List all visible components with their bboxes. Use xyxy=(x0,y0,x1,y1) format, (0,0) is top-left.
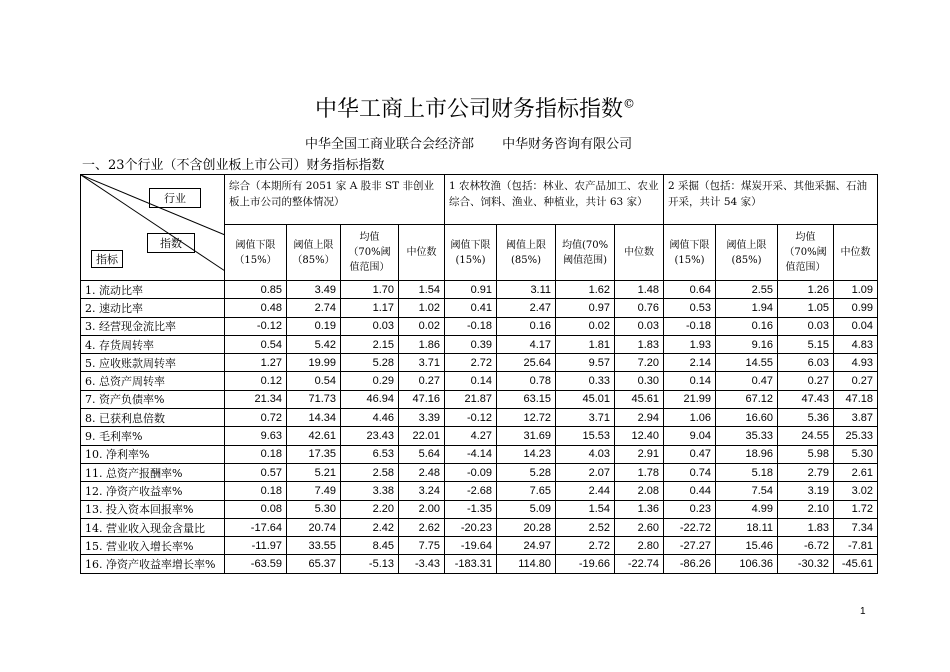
subtitle-org-2: 中华财务咨询有限公司 xyxy=(502,137,633,152)
corner-label-indicator: 指标 xyxy=(91,250,123,268)
value-cell: 0.44 xyxy=(664,482,716,500)
value-cell: 18.96 xyxy=(716,445,778,463)
value-cell: 1.48 xyxy=(615,281,664,299)
value-cell: 67.12 xyxy=(716,390,778,408)
value-cell: 7.65 xyxy=(497,482,556,500)
value-cell: -4.14 xyxy=(445,445,497,463)
value-cell: 45.61 xyxy=(615,390,664,408)
value-cell: 7.49 xyxy=(287,482,341,500)
value-cell: 2.07 xyxy=(556,463,615,481)
value-cell: -17.64 xyxy=(225,518,287,536)
indicator-label: 13. 投入资本回报率% xyxy=(81,500,225,518)
indicator-label: 3. 经营现金流比率 xyxy=(81,317,225,335)
table-row xyxy=(81,299,878,317)
value-cell: 2.10 xyxy=(778,500,834,518)
value-cell: 6.53 xyxy=(341,445,399,463)
value-cell: -5.13 xyxy=(341,555,399,573)
value-cell: 5.28 xyxy=(341,354,399,372)
value-cell: 1.09 xyxy=(834,281,878,299)
value-cell: 33.55 xyxy=(287,537,341,555)
value-cell: 0.03 xyxy=(615,317,664,335)
value-cell: 18.11 xyxy=(716,518,778,536)
value-cell: 4.83 xyxy=(834,335,878,353)
value-cell: 2.61 xyxy=(834,463,878,481)
corner-label-industry: 行业 xyxy=(149,188,201,208)
value-cell: 5.28 xyxy=(497,463,556,481)
value-cell: 0.54 xyxy=(287,372,341,390)
indicator-label: 9. 毛利率% xyxy=(81,427,225,445)
value-cell: 0.27 xyxy=(399,372,445,390)
value-cell: 46.94 xyxy=(341,390,399,408)
value-cell: 0.14 xyxy=(445,372,497,390)
value-cell: 1.83 xyxy=(778,518,834,536)
value-cell: -22.74 xyxy=(615,555,664,573)
table-row xyxy=(81,390,878,408)
value-cell: -0.18 xyxy=(445,317,497,335)
value-cell: 5.15 xyxy=(778,335,834,353)
value-cell: 0.72 xyxy=(225,409,287,427)
value-cell: 6.03 xyxy=(778,354,834,372)
indicator-label: 15. 营业收入增长率% xyxy=(81,537,225,555)
value-cell: -22.72 xyxy=(664,518,716,536)
value-cell: 2.55 xyxy=(716,281,778,299)
value-cell: 14.23 xyxy=(497,445,556,463)
value-cell: 4.03 xyxy=(556,445,615,463)
value-cell: 1.36 xyxy=(615,500,664,518)
value-cell: 1.17 xyxy=(341,299,399,317)
value-cell: 2.94 xyxy=(615,409,664,427)
value-cell: -19.66 xyxy=(556,555,615,573)
value-cell: 2.58 xyxy=(341,463,399,481)
value-cell: 0.47 xyxy=(716,372,778,390)
indicator-label: 8. 已获利息倍数 xyxy=(81,409,225,427)
value-cell: 3.71 xyxy=(556,409,615,427)
subheader-median: 中位数 xyxy=(834,225,878,281)
value-cell: 0.18 xyxy=(225,445,287,463)
value-cell: 0.99 xyxy=(834,299,878,317)
subheader-median: 中位数 xyxy=(399,225,445,281)
value-cell: 0.16 xyxy=(497,317,556,335)
indicator-label: 5. 应收账款周转率 xyxy=(81,354,225,372)
indicator-label: 7. 资产负债率% xyxy=(81,390,225,408)
group-header-composite: 综合（本期所有 2051 家 A 股非 ST 非创业板上市公司的整体情况） xyxy=(225,175,445,225)
indicator-label: 10. 净利率% xyxy=(81,445,225,463)
value-cell: 0.39 xyxy=(445,335,497,353)
value-cell: -19.64 xyxy=(445,537,497,555)
value-cell: 3.24 xyxy=(399,482,445,500)
value-cell: -11.97 xyxy=(225,537,287,555)
value-cell: 5.64 xyxy=(399,445,445,463)
table-row xyxy=(81,445,878,463)
value-cell: 0.74 xyxy=(664,463,716,481)
value-cell: 47.43 xyxy=(778,390,834,408)
value-cell: 9.16 xyxy=(716,335,778,353)
value-cell: 21.34 xyxy=(225,390,287,408)
value-cell: 25.64 xyxy=(497,354,556,372)
value-cell: 0.97 xyxy=(556,299,615,317)
document-title xyxy=(0,92,950,123)
value-cell: -20.23 xyxy=(445,518,497,536)
value-cell: 24.97 xyxy=(497,537,556,555)
table-row xyxy=(81,518,878,536)
table-row xyxy=(81,500,878,518)
value-cell: 20.74 xyxy=(287,518,341,536)
subheader-lower-threshold: 阈值下限（15%） xyxy=(225,225,287,281)
value-cell: 12.72 xyxy=(497,409,556,427)
value-cell: 0.76 xyxy=(615,299,664,317)
value-cell: 0.47 xyxy=(664,445,716,463)
value-cell: 2.72 xyxy=(556,537,615,555)
value-cell: 1.62 xyxy=(556,281,615,299)
value-cell: 15.53 xyxy=(556,427,615,445)
value-cell: 0.57 xyxy=(225,463,287,481)
value-cell: 0.02 xyxy=(399,317,445,335)
indicator-label: 1. 流动比率 xyxy=(81,281,225,299)
value-cell: 16.60 xyxy=(716,409,778,427)
value-cell: 0.23 xyxy=(664,500,716,518)
table-row xyxy=(81,372,878,390)
subtitle xyxy=(305,133,656,152)
indicator-label: 4. 存货周转率 xyxy=(81,335,225,353)
value-cell: 1.02 xyxy=(399,299,445,317)
value-cell: 2.80 xyxy=(615,537,664,555)
group-header-agriculture: 1 农林牧渔（包括：林业、农产品加工、农业综合、饲料、渔业、种植业，共计 63 家） xyxy=(445,175,664,225)
value-cell: 3.11 xyxy=(497,281,556,299)
value-cell: 7.20 xyxy=(615,354,664,372)
value-cell: 71.73 xyxy=(287,390,341,408)
value-cell: 42.61 xyxy=(287,427,341,445)
value-cell: 2.62 xyxy=(399,518,445,536)
value-cell: 1.06 xyxy=(664,409,716,427)
value-cell: 5.21 xyxy=(287,463,341,481)
subtitle-org-1: 中华全国工商业联合会经济部 xyxy=(305,137,475,152)
table-row xyxy=(81,335,878,353)
value-cell: 1.05 xyxy=(778,299,834,317)
value-cell: 1.81 xyxy=(556,335,615,353)
value-cell: 21.99 xyxy=(664,390,716,408)
value-cell: 14.55 xyxy=(716,354,778,372)
value-cell: 4.46 xyxy=(341,409,399,427)
value-cell: 1.86 xyxy=(399,335,445,353)
value-cell: 3.87 xyxy=(834,409,878,427)
value-cell: 5.36 xyxy=(778,409,834,427)
value-cell: 1.94 xyxy=(716,299,778,317)
value-cell: 22.01 xyxy=(399,427,445,445)
value-cell: 1.54 xyxy=(556,500,615,518)
value-cell: 19.99 xyxy=(287,354,341,372)
subheader-upper-threshold: 阈值上限(85%) xyxy=(497,225,556,281)
title-text: 中华工商上市公司财务指标指数 xyxy=(314,97,623,122)
value-cell: -3.43 xyxy=(399,555,445,573)
value-cell: 5.09 xyxy=(497,500,556,518)
value-cell: -0.09 xyxy=(445,463,497,481)
value-cell: 0.27 xyxy=(834,372,878,390)
subheader-upper-threshold: 阈值上限(85%) xyxy=(716,225,778,281)
value-cell: 9.57 xyxy=(556,354,615,372)
value-cell: 1.93 xyxy=(664,335,716,353)
value-cell: 3.02 xyxy=(834,482,878,500)
value-cell: 4.99 xyxy=(716,500,778,518)
value-cell: -63.59 xyxy=(225,555,287,573)
value-cell: 0.91 xyxy=(445,281,497,299)
value-cell: 4.93 xyxy=(834,354,878,372)
table-row xyxy=(81,555,878,573)
value-cell: 0.85 xyxy=(225,281,287,299)
page-number: 1 xyxy=(860,606,866,617)
table-body xyxy=(81,281,878,574)
indicator-label: 11. 总资产报酬率% xyxy=(81,463,225,481)
value-cell: 1.72 xyxy=(834,500,878,518)
table-row xyxy=(81,354,878,372)
value-cell: 0.12 xyxy=(225,372,287,390)
value-cell: 1.70 xyxy=(341,281,399,299)
value-cell: 0.03 xyxy=(341,317,399,335)
value-cell: 2.42 xyxy=(341,518,399,536)
value-cell: 114.80 xyxy=(497,555,556,573)
value-cell: -0.12 xyxy=(225,317,287,335)
indicator-label: 6. 总资产周转率 xyxy=(81,372,225,390)
subheader-mean: 均值（70%阈值范围） xyxy=(341,225,399,281)
value-cell: 14.34 xyxy=(287,409,341,427)
value-cell: 65.37 xyxy=(287,555,341,573)
value-cell: -86.26 xyxy=(664,555,716,573)
value-cell: 35.33 xyxy=(716,427,778,445)
value-cell: 0.29 xyxy=(341,372,399,390)
section-title: 一、23个行业（不含创业板上市公司）财务指标指数 xyxy=(82,158,385,173)
value-cell: 1.78 xyxy=(615,463,664,481)
subheader-lower-threshold: 阈值下限(15%) xyxy=(664,225,716,281)
value-cell: -7.81 xyxy=(834,537,878,555)
value-cell: 0.33 xyxy=(556,372,615,390)
table-row xyxy=(81,482,878,500)
copyright-mark: © xyxy=(623,96,635,111)
table-row xyxy=(81,281,878,299)
value-cell: -0.18 xyxy=(664,317,716,335)
value-cell: 25.33 xyxy=(834,427,878,445)
indicator-label: 16. 净资产收益率增长率% xyxy=(81,555,225,573)
table-row xyxy=(81,427,878,445)
financial-indicators-table xyxy=(80,174,878,574)
value-cell: 0.16 xyxy=(716,317,778,335)
value-cell: 0.14 xyxy=(664,372,716,390)
subheader-upper-threshold: 阈值上限（85%） xyxy=(287,225,341,281)
value-cell: 0.18 xyxy=(225,482,287,500)
value-cell: 0.08 xyxy=(225,500,287,518)
value-cell: 0.03 xyxy=(778,317,834,335)
value-cell: 1.27 xyxy=(225,354,287,372)
value-cell: -2.68 xyxy=(445,482,497,500)
table-row xyxy=(81,317,878,335)
value-cell: 3.39 xyxy=(399,409,445,427)
value-cell: 45.01 xyxy=(556,390,615,408)
value-cell: 2.14 xyxy=(664,354,716,372)
value-cell: -27.27 xyxy=(664,537,716,555)
value-cell: 2.48 xyxy=(399,463,445,481)
value-cell: 106.36 xyxy=(716,555,778,573)
group-header-mining: 2 采掘（包括：煤炭开采、其他采掘、石油开采，共计 54 家） xyxy=(664,175,878,225)
value-cell: 2.08 xyxy=(615,482,664,500)
value-cell: 47.18 xyxy=(834,390,878,408)
value-cell: -30.32 xyxy=(778,555,834,573)
value-cell: 2.47 xyxy=(497,299,556,317)
value-cell: 21.87 xyxy=(445,390,497,408)
value-cell: 3.19 xyxy=(778,482,834,500)
value-cell: 15.46 xyxy=(716,537,778,555)
value-cell: 3.49 xyxy=(287,281,341,299)
value-cell: 7.75 xyxy=(399,537,445,555)
value-cell: 31.69 xyxy=(497,427,556,445)
corner-label-index: 指数 xyxy=(147,233,195,253)
value-cell: 9.04 xyxy=(664,427,716,445)
value-cell: 2.60 xyxy=(615,518,664,536)
value-cell: 2.00 xyxy=(399,500,445,518)
value-cell: 2.79 xyxy=(778,463,834,481)
value-cell: 2.74 xyxy=(287,299,341,317)
value-cell: 0.48 xyxy=(225,299,287,317)
value-cell: 17.35 xyxy=(287,445,341,463)
value-cell: 1.83 xyxy=(615,335,664,353)
value-cell: 47.16 xyxy=(399,390,445,408)
value-cell: 23.43 xyxy=(341,427,399,445)
value-cell: 2.15 xyxy=(341,335,399,353)
value-cell: -0.12 xyxy=(445,409,497,427)
value-cell: 0.78 xyxy=(497,372,556,390)
table-row xyxy=(81,409,878,427)
value-cell: 24.55 xyxy=(778,427,834,445)
indicator-label: 12. 净资产收益率% xyxy=(81,482,225,500)
value-cell: 2.72 xyxy=(445,354,497,372)
value-cell: 7.34 xyxy=(834,518,878,536)
indicator-label: 14. 营业收入现金含量比 xyxy=(81,518,225,536)
value-cell: 4.17 xyxy=(497,335,556,353)
value-cell: 2.52 xyxy=(556,518,615,536)
value-cell: -45.61 xyxy=(834,555,878,573)
corner-header-cell xyxy=(81,175,225,281)
subheader-median: 中位数 xyxy=(615,225,664,281)
value-cell: 8.45 xyxy=(341,537,399,555)
value-cell: 1.26 xyxy=(778,281,834,299)
value-cell: 0.64 xyxy=(664,281,716,299)
indicator-label: 2. 速动比率 xyxy=(81,299,225,317)
value-cell: -183.31 xyxy=(445,555,497,573)
value-cell: 5.18 xyxy=(716,463,778,481)
value-cell: 0.30 xyxy=(615,372,664,390)
value-cell: 5.42 xyxy=(287,335,341,353)
value-cell: 1.54 xyxy=(399,281,445,299)
value-cell: 63.15 xyxy=(497,390,556,408)
header-row-groups xyxy=(81,175,878,225)
value-cell: 9.63 xyxy=(225,427,287,445)
value-cell: 0.19 xyxy=(287,317,341,335)
value-cell: 7.54 xyxy=(716,482,778,500)
subheader-mean: 均值(70%阈值范围) xyxy=(556,225,615,281)
value-cell: 4.27 xyxy=(445,427,497,445)
value-cell: -1.35 xyxy=(445,500,497,518)
value-cell: 2.20 xyxy=(341,500,399,518)
value-cell: 12.40 xyxy=(615,427,664,445)
value-cell: 0.53 xyxy=(664,299,716,317)
value-cell: 3.38 xyxy=(341,482,399,500)
value-cell: 0.54 xyxy=(225,335,287,353)
value-cell: 20.28 xyxy=(497,518,556,536)
value-cell: -6.72 xyxy=(778,537,834,555)
value-cell: 0.02 xyxy=(556,317,615,335)
value-cell: 3.71 xyxy=(399,354,445,372)
value-cell: 0.41 xyxy=(445,299,497,317)
value-cell: 5.30 xyxy=(287,500,341,518)
value-cell: 2.44 xyxy=(556,482,615,500)
value-cell: 0.27 xyxy=(778,372,834,390)
subheader-mean: 均值（70%阈值范围） xyxy=(778,225,834,281)
subheader-lower-threshold: 阈值下限(15%) xyxy=(445,225,497,281)
value-cell: 5.30 xyxy=(834,445,878,463)
table-row xyxy=(81,537,878,555)
table-row xyxy=(81,463,878,481)
value-cell: 5.98 xyxy=(778,445,834,463)
value-cell: 2.91 xyxy=(615,445,664,463)
value-cell: 0.04 xyxy=(834,317,878,335)
